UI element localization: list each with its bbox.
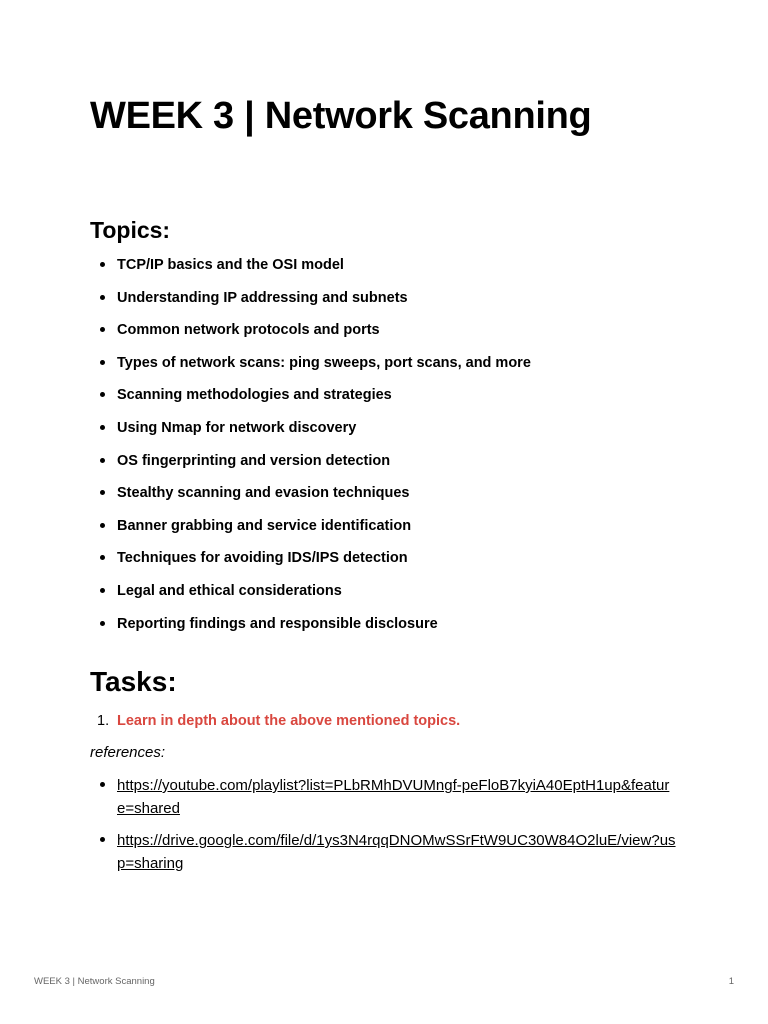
bullet-icon [100, 621, 105, 626]
topic-text: OS fingerprinting and version detection [117, 452, 391, 469]
topic-item [117, 613, 737, 646]
topic-text: Understanding IP addressing and subnets [117, 289, 408, 306]
youtube-playlist-link[interactable]: https://youtube.com/playlist?list=PLbRMhDVUMngf-peFloB7kyiA40EptH1up&feature=shared [117, 777, 670, 817]
bullet-icon [100, 555, 105, 560]
bullet-icon [100, 523, 105, 528]
topic-item [117, 417, 737, 450]
bullet-icon [100, 458, 105, 463]
topic-item [117, 580, 737, 613]
bullet-icon [100, 837, 105, 842]
page-number: 1 [728, 976, 734, 987]
topic-item [117, 287, 737, 320]
bullet-icon [100, 327, 105, 332]
bullet-icon [100, 588, 105, 593]
topic-text: Banner grabbing and service identification [117, 517, 412, 534]
bullet-icon [100, 782, 105, 787]
topic-text: Common network protocols and ports [117, 322, 380, 339]
references-label: references: [90, 744, 166, 761]
topic-item [117, 515, 737, 548]
topic-item [117, 547, 737, 580]
topic-text: Techniques for avoiding IDS/IPS detection [117, 550, 408, 567]
bullet-icon [100, 295, 105, 300]
topic-text: Using Nmap for network discovery [117, 419, 357, 436]
bullet-icon [100, 360, 105, 365]
page-title: WEEK 3 | Network Scanning [90, 95, 592, 137]
task-item [97, 710, 461, 732]
bullet-icon [100, 490, 105, 495]
bullet-icon [100, 425, 105, 430]
topic-item [117, 319, 737, 352]
references-list [117, 774, 677, 884]
topic-text: Legal and ethical considerations [117, 582, 342, 599]
topic-text: Reporting findings and responsible disclosure [117, 615, 438, 632]
topic-text: Stealthy scanning and evasion techniques [117, 485, 410, 502]
tasks-list [97, 710, 461, 732]
reference-item [117, 829, 677, 875]
reference-item [117, 774, 677, 820]
bullet-icon [100, 392, 105, 397]
task-text: Learn in depth about the above mentioned topics. [117, 713, 461, 729]
topic-item [117, 352, 737, 385]
topic-item [117, 254, 737, 287]
tasks-heading: Tasks: [90, 666, 177, 697]
topic-text: Types of network scans: ping sweeps, port scans, and more [117, 354, 531, 371]
footer-title: WEEK 3 | Network Scanning [34, 976, 155, 987]
topics-list [117, 254, 737, 645]
topic-item [117, 450, 737, 483]
topic-item [117, 384, 737, 417]
topic-text: TCP/IP basics and the OSI model [117, 257, 344, 273]
topics-heading: Topics: [90, 217, 171, 243]
topic-text: Scanning methodologies and strategies [117, 387, 392, 404]
topic-item [117, 482, 737, 515]
google-drive-link[interactable]: https://drive.google.com/file/d/1ys3N4rqqDNOMwSSrFtW9UC30W84O2luE/view?usp=sharing [117, 832, 676, 872]
bullet-icon [100, 262, 105, 267]
task-number: 1. [97, 713, 110, 729]
